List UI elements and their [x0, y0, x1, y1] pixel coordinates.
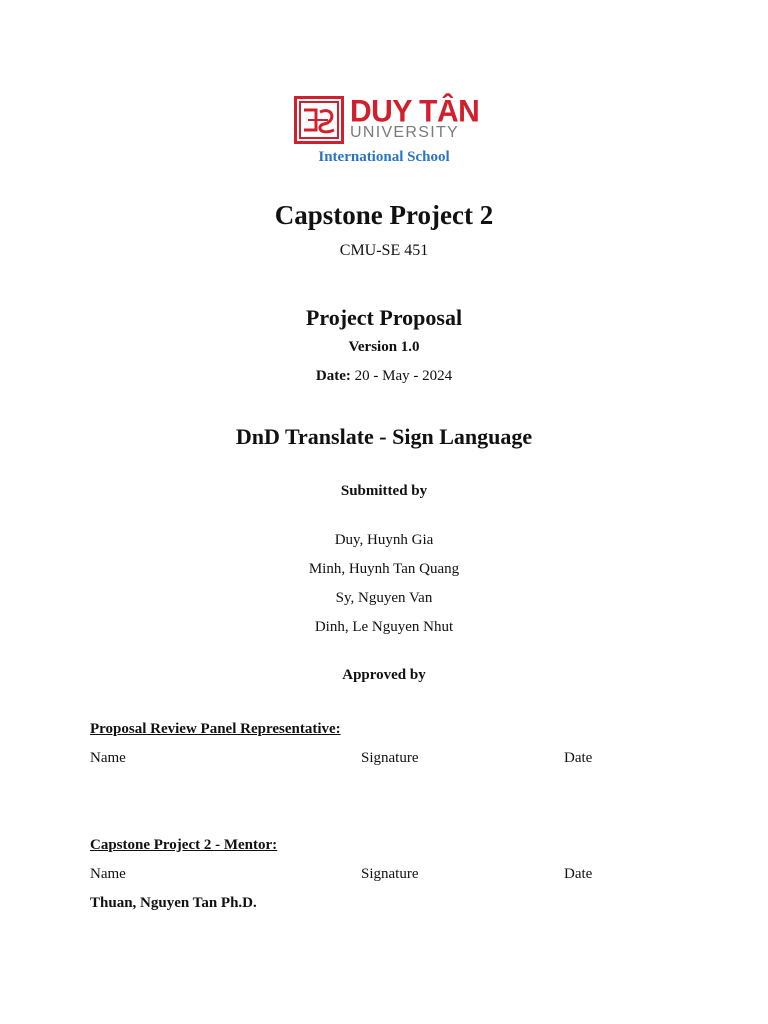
document-title: Capstone Project 2: [274, 200, 494, 230]
date-line: [0, 368, 768, 385]
team-member: Sy, Nguyen Van: [335, 590, 433, 606]
version-label: Version 1.0: [348, 339, 420, 355]
mentor-date-column: Date: [564, 866, 593, 882]
panel-date-column: Date: [564, 750, 593, 766]
panel-signature-column: Signature: [361, 750, 419, 766]
duy-tan-emblem-icon: [294, 96, 344, 144]
date-label: Date:: [315, 368, 351, 384]
logo-wordmark-primary: DUY TÂN: [350, 94, 480, 129]
mentor-name-column: Name: [90, 866, 126, 882]
mentor-heading: Capstone Project 2 - Mentor:: [90, 837, 278, 853]
date-value: 20 - May - 2024: [350, 368, 453, 384]
team-member: Dinh, Le Nguyen Nhut: [314, 619, 454, 635]
university-logo: [294, 94, 480, 148]
submitted-by-heading: Submitted by: [340, 483, 428, 499]
school-name: International School: [318, 149, 450, 165]
document-type: Project Proposal: [305, 305, 463, 330]
logo-wordmark-secondary: UNIVERSITY: [350, 124, 460, 141]
panel-name-column: Name: [90, 750, 126, 766]
course-code: CMU-SE 451: [339, 242, 429, 259]
team-member: Minh, Huynh Tan Quang: [308, 561, 460, 577]
panel-representative-heading: Proposal Review Panel Representative:: [90, 721, 341, 737]
team-member: Duy, Huynh Gia: [334, 532, 434, 548]
mentor-signature-column: Signature: [361, 866, 419, 882]
mentor-name: Thuan, Nguyen Tan Ph.D.: [90, 895, 257, 911]
approved-by-heading: Approved by: [342, 667, 426, 683]
project-name: DnD Translate - Sign Language: [235, 424, 533, 449]
